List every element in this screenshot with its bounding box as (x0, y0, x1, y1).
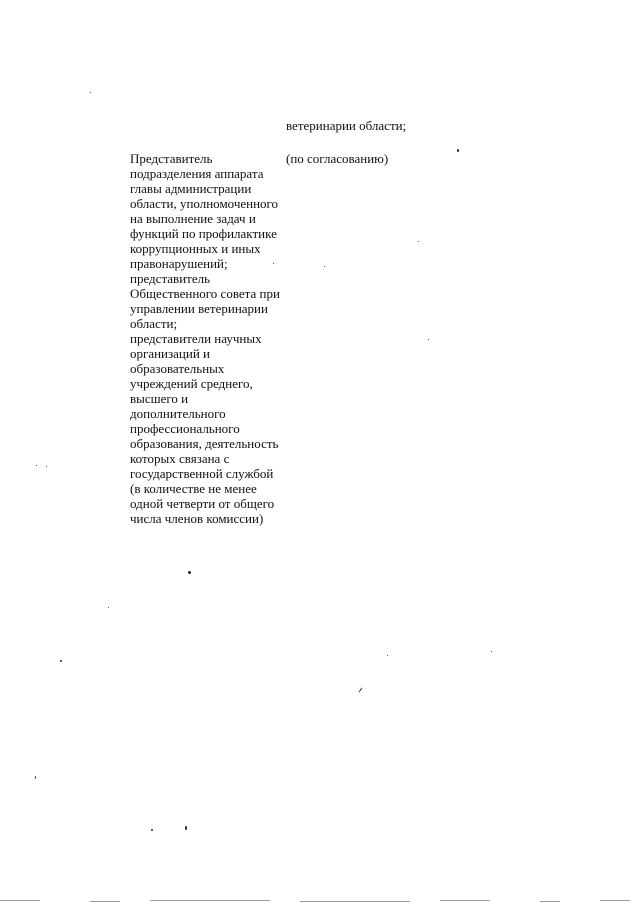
scan-speck (185, 826, 187, 830)
left-line: высшего и (130, 391, 189, 406)
scan-edge-line (300, 901, 410, 902)
scan-speck (273, 263, 274, 264)
left-line: Представитель (130, 151, 213, 166)
left-line: функций по профилактике (130, 226, 277, 241)
left-line: числа членов комиссии) (130, 511, 264, 526)
left-line: представители научных (130, 331, 262, 346)
left-line: главы администрации (130, 181, 252, 196)
left-line: Общественного совета при (130, 286, 280, 301)
scan-speck (36, 465, 37, 466)
left-column (130, 151, 290, 526)
scan-speck (35, 776, 36, 779)
scan-edge-line (150, 900, 270, 901)
left-line: профессионального (130, 421, 240, 436)
scan-speck (428, 339, 429, 340)
scan-speck (457, 149, 459, 152)
scan-speck (491, 651, 492, 652)
left-line: на выполнение задач и (130, 211, 256, 226)
scan-speck (90, 92, 91, 93)
scan-speck (387, 655, 388, 656)
left-line: области, уполномоченного (130, 196, 279, 211)
scan-speck (358, 687, 362, 692)
left-line: правонарушений; (130, 256, 228, 271)
scan-speck (60, 660, 62, 662)
left-line: управлении ветеринарии (130, 301, 268, 316)
scan-speck (151, 829, 153, 831)
right-column-text: (по согласованию) (286, 151, 389, 166)
scan-edge-line (600, 900, 630, 901)
left-line: представитель (130, 271, 211, 286)
left-line: образовательных (130, 361, 225, 376)
left-line: области; (130, 316, 178, 331)
top-line-text: ветеринарии области; (286, 118, 407, 133)
left-line: учреждений среднего, (130, 376, 253, 391)
left-line: организаций и (130, 346, 210, 361)
scan-edge-line (0, 900, 40, 901)
left-line: дополнительного (130, 406, 226, 421)
left-line: которых связана с (130, 451, 230, 466)
scan-edge-line (440, 900, 490, 901)
scan-speck (418, 241, 419, 242)
scan-speck (188, 571, 191, 574)
scan-edge-line (540, 901, 560, 902)
scan-speck (108, 607, 109, 608)
left-line: (в количестве не менее (130, 481, 257, 496)
scan-speck (46, 466, 47, 467)
left-line: образования, деятельность (130, 436, 279, 451)
left-line: коррупционных и иных (130, 241, 261, 256)
left-line: подразделения аппарата (130, 166, 264, 181)
left-line: одной четверти от общего (130, 496, 275, 511)
scan-edge-line (90, 901, 120, 902)
left-line: государственной службой (130, 466, 274, 481)
scan-speck (324, 266, 325, 267)
